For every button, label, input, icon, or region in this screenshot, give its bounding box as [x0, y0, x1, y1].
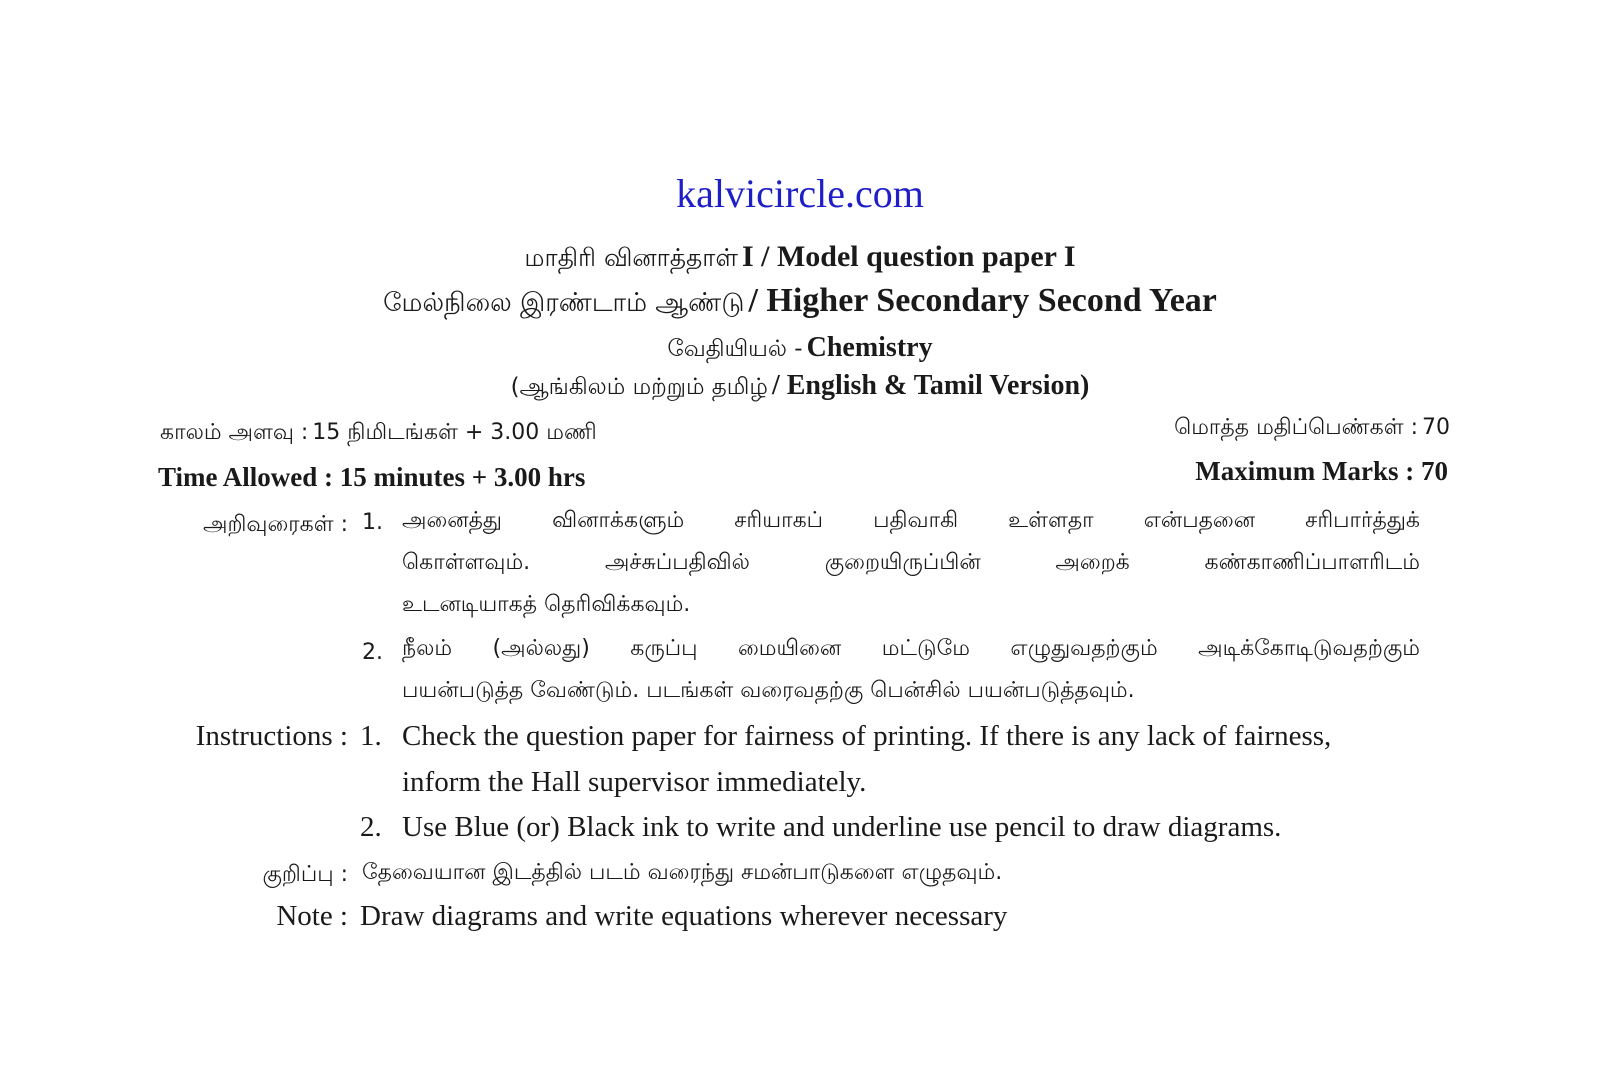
- ta-item-2-number: 2.: [362, 640, 383, 665]
- subject-english: Chemistry: [806, 332, 933, 363]
- ta-item-1-line-2: கொள்ளவும். அச்சுப்பதிவில் குறையிருப்பின் அறைக் கண்காணிப்பாளரிடம்: [402, 550, 1420, 575]
- ta-item-1-line-3: உடனடியாகத் தெரிவிக்கவும்.: [402, 592, 691, 617]
- version-english: / English & Tamil Version): [771, 370, 1090, 401]
- note-text-english: Draw diagrams and write equations wherever necessary: [360, 900, 1008, 932]
- en-item-1-number: 1.: [360, 720, 382, 752]
- ta-item-1-line-1: அனைத்து வினாக்களும் சரியாகப் பதிவாகி உள்ளதா என்பதனை சரிபார்த்துக்: [402, 508, 1420, 533]
- en-item-2-line-1: Use Blue (or) Black ink to write and underline use pencil to draw diagrams.: [402, 811, 1282, 843]
- en-item-1-line-2: inform the Hall supervisor immediately.: [402, 766, 867, 798]
- time-allowed-english: Time Allowed : 15 minutes + 3.00 hrs: [158, 462, 586, 492]
- time-label-tamil: காலம் அளவு :: [160, 420, 309, 445]
- note-text-tamil: தேவையான இடத்தில் படம் வரைந்து சமன்பாடுகளை எழுதவும்.: [362, 860, 1003, 885]
- note-label-english: Note :: [276, 900, 348, 932]
- instructions-label-english: Instructions :: [195, 720, 348, 752]
- subject-tamil: வேதியியல் -: [667, 336, 803, 362]
- site-title[interactable]: kalvicircle.com: [676, 171, 924, 216]
- en-item-1-line-1: Check the question paper for fairness of printing. If there is any lack of fairness,: [402, 720, 1332, 752]
- paper-title-tamil: மாதிரி வினாத்தாள்: [524, 243, 738, 272]
- class-english: / Higher Secondary Second Year: [748, 282, 1217, 319]
- class-line: [0, 282, 1600, 321]
- version-tamil: (ஆங்கிலம் மற்றும் தமிழ்: [510, 374, 768, 400]
- marks-label-tamil: மொத்த மதிப்பெண்கள் :: [1174, 415, 1418, 440]
- subject-line: [0, 332, 1600, 365]
- version-line: [0, 370, 1600, 403]
- ta-item-2-line-2: பயன்படுத்த வேண்டும். படங்கள் வரைவதற்கு பென்சில் பயன்படுத்தவும்.: [402, 678, 1135, 703]
- ta-item-2-line-1: நீலம் (அல்லது) கருப்பு மையினை மட்டுமே எழுதுவதற்கும் அடிக்கோடிடுவதற்கும்: [402, 636, 1420, 661]
- max-marks-english: Maximum Marks : 70: [1195, 456, 1448, 486]
- marks-value-tamil: 70: [1422, 415, 1450, 440]
- instructions-label-tamil: அறிவுரைகள் :: [203, 512, 348, 537]
- max-marks-tamil: [1174, 415, 1450, 443]
- time-value-tamil: 15 நிமிடங்கள் + 3.00 மணி: [312, 420, 597, 445]
- paper-title-line: [0, 240, 1600, 276]
- class-tamil: மேல்நிலை இரண்டாம் ஆண்டு: [383, 288, 745, 318]
- paper-title-english: I / Model question paper I: [741, 240, 1076, 273]
- note-label-tamil: குறிப்பு :: [262, 862, 348, 887]
- ta-item-1-number: 1.: [362, 510, 383, 535]
- time-allowed-tamil: [160, 420, 597, 448]
- en-item-2-number: 2.: [360, 811, 382, 843]
